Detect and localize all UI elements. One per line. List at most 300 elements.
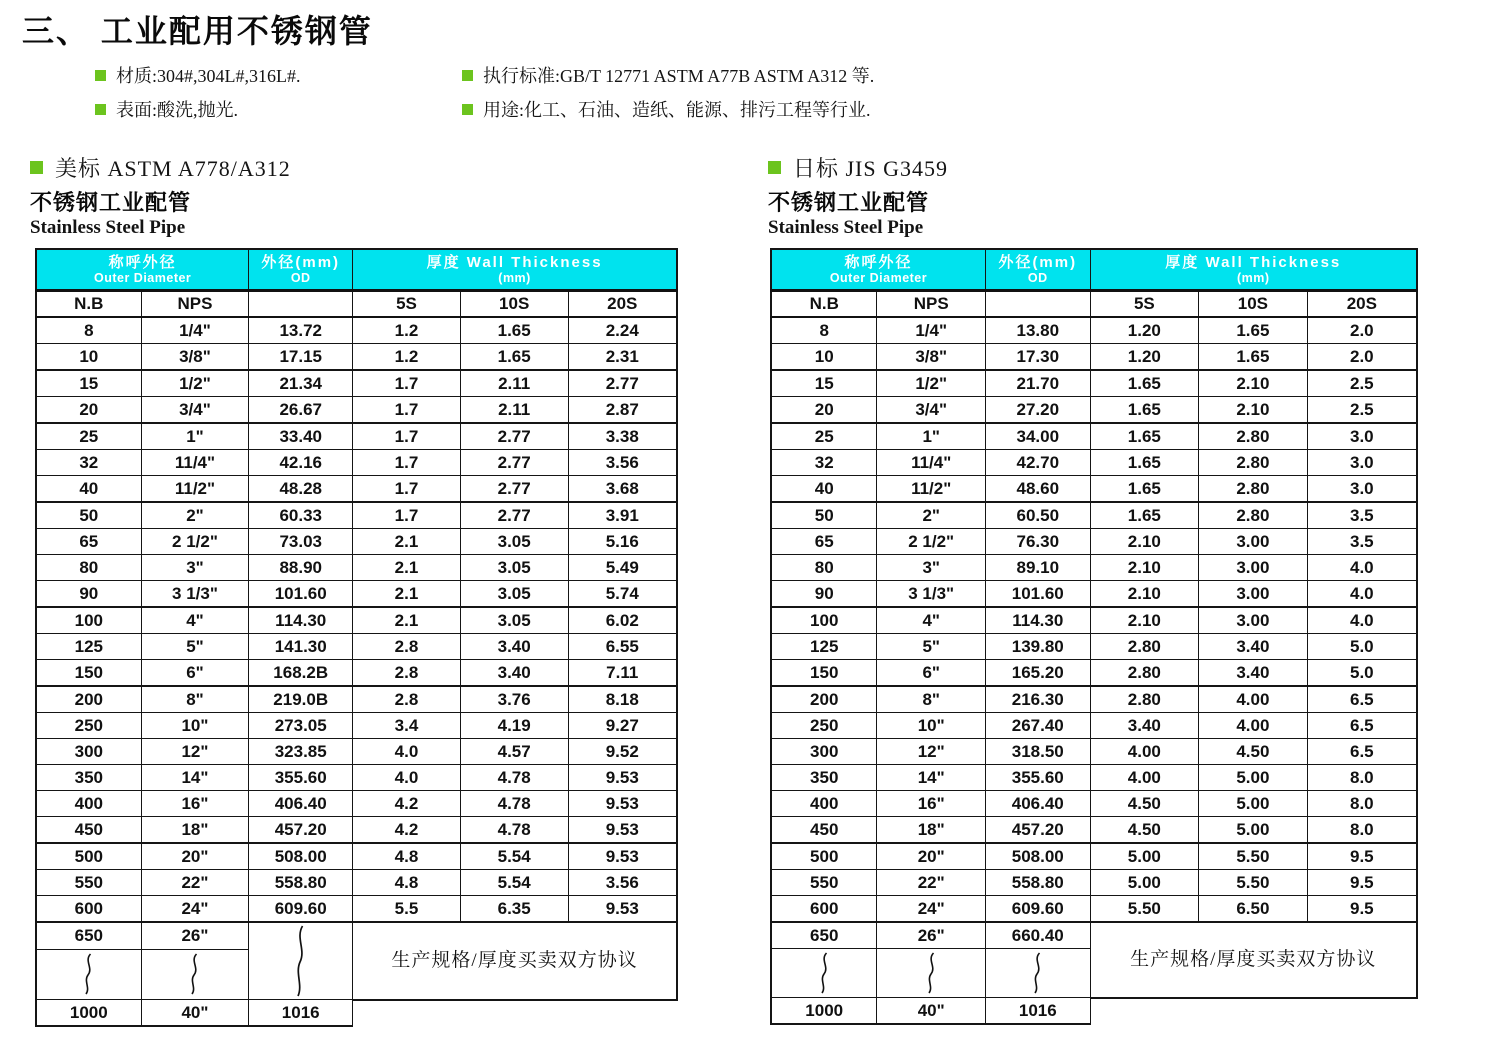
bullet-square-icon (30, 161, 43, 174)
us-subtitle-en: Stainless Steel Pipe (30, 217, 186, 238)
table-cell: 5.49 (568, 555, 677, 581)
table-cell: 2.77 (460, 502, 568, 529)
table-cell: 3.38 (568, 423, 677, 450)
table-row (771, 423, 1417, 450)
table-row (771, 686, 1417, 713)
table-cell: 5" (877, 634, 986, 660)
table-cell: 600 (771, 896, 877, 923)
table-cell: 1.7 (353, 423, 461, 450)
table-cell: 2.1 (353, 581, 461, 608)
table-cell: 2.8 (353, 634, 461, 660)
table-cell: 9.5 (1307, 896, 1417, 923)
table-cell: 650 (36, 922, 141, 949)
table-cell: 2.1 (353, 607, 461, 634)
table-cell: 9.53 (568, 817, 677, 844)
table-cell: 4.0 (353, 739, 461, 765)
table-cell: 5.00 (1199, 817, 1308, 844)
header-cn: 厚度 Wall Thickness (426, 253, 603, 271)
table-cell (36, 949, 141, 999)
table-cell: 1/2" (877, 370, 986, 397)
table-row (771, 529, 1417, 555)
bullet-usage (462, 96, 871, 122)
table-cell: 650 (771, 922, 877, 949)
table-cell: 355.60 (249, 765, 353, 791)
table-cell: 4.78 (460, 791, 568, 817)
table-cell: 9.52 (568, 739, 677, 765)
table-cell: 4.78 (460, 817, 568, 844)
table-cell: 4.00 (1090, 739, 1199, 765)
table-cell: 216.30 (985, 686, 1090, 713)
header-en: (mm) (1237, 270, 1270, 285)
table-row (771, 607, 1417, 634)
table-cell: 100 (771, 607, 877, 634)
table-row (36, 765, 677, 791)
table-cell: 1.7 (353, 370, 461, 397)
table-cell: 450 (771, 817, 877, 844)
table-cell: 400 (771, 791, 877, 817)
table-cell: 17.15 (249, 344, 353, 371)
table-cell: 1.65 (1090, 450, 1199, 476)
table-cell: 3.40 (460, 660, 568, 687)
table-cell: 3 1/3" (877, 581, 986, 608)
table-cell: 1.65 (1090, 476, 1199, 503)
table-cell: 5.0 (1307, 660, 1417, 687)
header-outer-diameter (36, 249, 249, 291)
table-cell: 1.65 (1090, 370, 1199, 397)
table-cell: 3.5 (1307, 502, 1417, 529)
table-cell: 457.20 (249, 817, 353, 844)
table-row (771, 476, 1417, 503)
table-cell: 1000 (771, 998, 877, 1025)
table-cell: 5.16 (568, 529, 677, 555)
header-en: OD (290, 270, 311, 285)
table-cell: 11/2" (877, 476, 986, 503)
table-cell: 89.10 (985, 555, 1090, 581)
subheader-od (985, 291, 1090, 318)
subheader-nb: N.B (36, 291, 141, 318)
table-cell: 609.60 (249, 896, 353, 923)
header-cn: 称呼外径 (108, 253, 177, 271)
table-cell: 4.19 (460, 713, 568, 739)
table-row (36, 843, 677, 870)
table-cell (771, 949, 877, 998)
table-row (36, 423, 677, 450)
table-cell: 22" (141, 870, 249, 896)
table-cell: 20" (877, 843, 986, 870)
table-row (36, 581, 677, 608)
table-cell (985, 949, 1090, 998)
table-row (36, 555, 677, 581)
table-cell: 550 (36, 870, 141, 896)
table-cell: 6.55 (568, 634, 677, 660)
table-row (771, 450, 1417, 476)
table-cell: 3.40 (1199, 634, 1308, 660)
table-cell: 250 (771, 713, 877, 739)
table-cell: 1.7 (353, 397, 461, 424)
table-cell: 3.0 (1307, 476, 1417, 503)
table-cell: 3 1/3" (141, 581, 249, 608)
table-cell: 11/4" (877, 450, 986, 476)
page-title: 三、 工业配用不锈钢管 (22, 13, 373, 49)
table-cell: 40 (771, 476, 877, 503)
table-cell: 6.5 (1307, 686, 1417, 713)
bullet-square-icon (462, 70, 473, 81)
table-cell: 318.50 (985, 739, 1090, 765)
table-cell: 80 (771, 555, 877, 581)
table-cell: 406.40 (249, 791, 353, 817)
table-cell: 2.10 (1090, 581, 1199, 608)
table-cell: 1.65 (1090, 423, 1199, 450)
table-cell: 2.0 (1307, 317, 1417, 344)
table-row (771, 817, 1417, 844)
table-row (771, 870, 1417, 896)
table-cell: 8" (877, 686, 986, 713)
table-cell: 3/8" (877, 344, 986, 371)
table-cell: 1.7 (353, 450, 461, 476)
table-cell: 2.0 (1307, 344, 1417, 371)
table-cell: 141.30 (249, 634, 353, 660)
table-cell: 4.8 (353, 870, 461, 896)
table-cell: 25 (36, 423, 141, 450)
table-cell: 2.10 (1199, 370, 1308, 397)
table-cell: 26" (877, 922, 986, 949)
table-cell: 2.8 (353, 686, 461, 713)
table-cell: 1.65 (1199, 344, 1308, 371)
table-cell: 4.2 (353, 817, 461, 844)
table-cell: 4.57 (460, 739, 568, 765)
table-cell: 660.40 (985, 922, 1090, 949)
table-cell: 114.30 (249, 607, 353, 634)
table-cell: 5.00 (1090, 870, 1199, 896)
table-cell: 21.34 (249, 370, 353, 397)
continuation-squiggle-icon (817, 951, 832, 995)
table-cell: 7.11 (568, 660, 677, 687)
table-cell: 3.40 (460, 634, 568, 660)
table-cell: 6" (141, 660, 249, 687)
table-cell: 9.53 (568, 843, 677, 870)
table-cell: 15 (771, 370, 877, 397)
bullet-material (95, 62, 301, 88)
table-cell: 2.80 (1090, 686, 1199, 713)
table-cell: 6.35 (460, 896, 568, 923)
table-cell: 2.80 (1090, 660, 1199, 687)
table-cell (249, 922, 353, 1000)
table-cell: 3/4" (877, 397, 986, 424)
table-cell: 17.30 (985, 344, 1090, 371)
table-cell: 1.65 (1199, 317, 1308, 344)
table-row (36, 686, 677, 713)
continuation-squiggle-icon (293, 923, 308, 999)
table-row (36, 791, 677, 817)
table-cell: 2.10 (1090, 529, 1199, 555)
table-cell: 13.80 (985, 317, 1090, 344)
us-subtitle-cn: 不锈钢工业配管 (30, 190, 192, 215)
table-cell: 5.74 (568, 581, 677, 608)
table-cell: 2.77 (460, 423, 568, 450)
subheader-od (249, 291, 353, 318)
table-cell: 6.5 (1307, 739, 1417, 765)
table-cell: 1.2 (353, 317, 461, 344)
table-cell: 2.77 (460, 450, 568, 476)
table-cell: 1" (141, 423, 249, 450)
us-standard-table (35, 248, 678, 1027)
header-cn: 称呼外径 (844, 253, 913, 271)
table-row (771, 634, 1417, 660)
table-cell: 165.20 (985, 660, 1090, 687)
table-row (36, 317, 677, 344)
table-cell: 42.16 (249, 450, 353, 476)
table-cell: 267.40 (985, 713, 1090, 739)
table-cell: 80 (36, 555, 141, 581)
table-cell: 350 (771, 765, 877, 791)
subheader-5s: 5S (1090, 291, 1199, 318)
table-cell: 5.50 (1090, 896, 1199, 923)
table-cell: 1" (877, 423, 986, 450)
table-cell: 4.0 (1307, 607, 1417, 634)
table-cell: 2" (877, 502, 986, 529)
table-cell: 8.0 (1307, 791, 1417, 817)
table-cell: 4.0 (1307, 581, 1417, 608)
table-cell: 355.60 (985, 765, 1090, 791)
table-cell: 5.00 (1199, 765, 1308, 791)
table-cell: 5.00 (1090, 843, 1199, 870)
table-cell: 3.00 (1199, 555, 1308, 581)
table-cell: 500 (771, 843, 877, 870)
table-cell: 1/2" (141, 370, 249, 397)
bullet-standard (462, 62, 874, 88)
table-cell: 3.40 (1090, 713, 1199, 739)
table-cell: 32 (36, 450, 141, 476)
table-cell: 2.87 (568, 397, 677, 424)
table-cell: 9.53 (568, 791, 677, 817)
bullet-square-icon (95, 70, 106, 81)
table-cell: 60.50 (985, 502, 1090, 529)
jis-subtitle-en: Stainless Steel Pipe (768, 217, 924, 238)
table-cell: 2.77 (568, 370, 677, 397)
table-cell: 323.85 (249, 739, 353, 765)
table-cell: 2.5 (1307, 370, 1417, 397)
table-row (36, 896, 677, 923)
table-cell: 34.00 (985, 423, 1090, 450)
table-cell: 73.03 (249, 529, 353, 555)
table-cell: 508.00 (985, 843, 1090, 870)
table-row (36, 450, 677, 476)
table-cell: 2 1/2" (877, 529, 986, 555)
table-cell: 5.54 (460, 870, 568, 896)
table-row (771, 660, 1417, 687)
table-cell: 3.05 (460, 555, 568, 581)
table-cell: 10" (141, 713, 249, 739)
table-cell: 24" (141, 896, 249, 923)
header-en: (mm) (498, 270, 531, 285)
table-cell: 65 (771, 529, 877, 555)
table-cell: 500 (36, 843, 141, 870)
table-cell: 11/4" (141, 450, 249, 476)
table-cell: 2.80 (1090, 634, 1199, 660)
table-cell: 12" (877, 739, 986, 765)
table-cell: 10" (877, 713, 986, 739)
table-cell: 40" (877, 998, 986, 1025)
table-cell: 16" (877, 791, 986, 817)
table-cell: 2.80 (1199, 502, 1308, 529)
subheader-nps: NPS (141, 291, 249, 318)
table-cell: 3" (877, 555, 986, 581)
table-cell: 6.50 (1199, 896, 1308, 923)
table-cell: 1.20 (1090, 317, 1199, 344)
table-cell: 3.05 (460, 581, 568, 608)
bullet-material-label: 材质:304#,304L#,316L#. (116, 66, 301, 86)
table-cell: 4.50 (1090, 817, 1199, 844)
table-cell: 4.78 (460, 765, 568, 791)
table-cell: 457.20 (985, 817, 1090, 844)
table-row (771, 739, 1417, 765)
table-cell: 450 (36, 817, 141, 844)
table-cell: 33.40 (249, 423, 353, 450)
table-cell: 40 (36, 476, 141, 503)
table-cell: 42.70 (985, 450, 1090, 476)
table-cell: 558.80 (985, 870, 1090, 896)
table-cell: 5.50 (1199, 843, 1308, 870)
table-cell: 9.27 (568, 713, 677, 739)
table-cell: 50 (771, 502, 877, 529)
table-cell: 4.0 (1307, 555, 1417, 581)
table-row (771, 370, 1417, 397)
table-cell: 9.53 (568, 896, 677, 923)
table-cell: 3.0 (1307, 450, 1417, 476)
table-cell: 150 (36, 660, 141, 687)
table-cell: 50 (36, 502, 141, 529)
continuation-squiggle-icon (81, 952, 96, 996)
table-cell: 3/4" (141, 397, 249, 424)
table-row (36, 529, 677, 555)
table-cell: 1/4" (141, 317, 249, 344)
table-cell: 2.1 (353, 529, 461, 555)
header-en: Outer Diameter (93, 270, 192, 285)
table-subheader-row (771, 291, 1417, 318)
table-cell: 125 (36, 634, 141, 660)
table-row (771, 843, 1417, 870)
table-row (36, 870, 677, 896)
table-cell: 3.00 (1199, 529, 1308, 555)
table-cell: 1000 (36, 1000, 141, 1027)
table-cell: 3.5 (1307, 529, 1417, 555)
table-row (36, 607, 677, 634)
table-cell: 3.76 (460, 686, 568, 713)
empty-cell (1090, 998, 1417, 1025)
table-cell: 1.2 (353, 344, 461, 371)
table-cell: 168.2B (249, 660, 353, 687)
table-cell: 3.00 (1199, 581, 1308, 608)
table-cell: 76.30 (985, 529, 1090, 555)
table-cell: 20" (141, 843, 249, 870)
table-cell: 11/2" (141, 476, 249, 503)
continuation-squiggle-icon (924, 951, 939, 995)
table-cell: 8" (141, 686, 249, 713)
table-cell: 10 (771, 344, 877, 371)
table-cell: 8 (36, 317, 141, 344)
table-cell: 25 (771, 423, 877, 450)
continuation-squiggle-icon (187, 952, 202, 996)
table-cell: 2.24 (568, 317, 677, 344)
table-cell: 200 (771, 686, 877, 713)
table-cell: 508.00 (249, 843, 353, 870)
table-cell: 3.4 (353, 713, 461, 739)
table-row (36, 1000, 677, 1027)
table-row (771, 713, 1417, 739)
table-cell: 8.0 (1307, 817, 1417, 844)
production-note: 生产规格/厚度买卖双方协议 (353, 922, 677, 1000)
table-cell: 4.00 (1090, 765, 1199, 791)
table-cell: 3.56 (568, 870, 677, 896)
table-cell: 4.2 (353, 791, 461, 817)
table-row (36, 739, 677, 765)
table-cell: 3.40 (1199, 660, 1308, 687)
empty-cell (353, 1000, 677, 1027)
header-od (249, 249, 353, 291)
table-cell: 1016 (985, 998, 1090, 1025)
table-cell: 2.8 (353, 660, 461, 687)
table-cell: 90 (36, 581, 141, 608)
table-cell: 9.53 (568, 765, 677, 791)
header-cn: 外径(mm) (261, 253, 341, 271)
table-cell: 300 (36, 739, 141, 765)
table-cell: 3.68 (568, 476, 677, 503)
table-cell: 5.5 (353, 896, 461, 923)
header-cn: 厚度 Wall Thickness (1165, 253, 1342, 271)
table-cell: 1.65 (460, 344, 568, 371)
table-row (36, 922, 677, 949)
table-cell: 1.65 (1090, 397, 1199, 424)
table-cell: 6" (877, 660, 986, 687)
table-row (36, 476, 677, 503)
table-cell: 4" (141, 607, 249, 634)
table-row (36, 634, 677, 660)
header-en: Outer Diameter (829, 270, 928, 285)
table-cell: 3.56 (568, 450, 677, 476)
table-cell: 40" (141, 1000, 249, 1027)
table-row (771, 397, 1417, 424)
table-cell: 2" (141, 502, 249, 529)
subheader-10s: 10S (1199, 291, 1308, 318)
table-cell: 65 (36, 529, 141, 555)
table-cell: 150 (771, 660, 877, 687)
table-cell: 273.05 (249, 713, 353, 739)
table-subheader-row (36, 291, 677, 318)
table-row (771, 555, 1417, 581)
table-row (771, 765, 1417, 791)
header-od (985, 249, 1090, 291)
table-cell: 1.20 (1090, 344, 1199, 371)
table-cell: 18" (877, 817, 986, 844)
subheader-20s: 20S (1307, 291, 1417, 318)
table-row (36, 817, 677, 844)
table-cell: 3.05 (460, 607, 568, 634)
table-cell: 60.33 (249, 502, 353, 529)
table-cell: 2 1/2" (141, 529, 249, 555)
table-cell: 48.28 (249, 476, 353, 503)
table-cell (877, 949, 986, 998)
table-cell: 2.11 (460, 370, 568, 397)
bullet-square-icon (95, 104, 106, 115)
table-cell: 5.0 (1307, 634, 1417, 660)
table-cell: 8.0 (1307, 765, 1417, 791)
table-cell: 1.65 (460, 317, 568, 344)
table-cell: 2.77 (460, 476, 568, 503)
continuation-squiggle-icon (1030, 951, 1045, 995)
table-cell: 400 (36, 791, 141, 817)
table-cell: 2.10 (1090, 555, 1199, 581)
table-cell: 12" (141, 739, 249, 765)
